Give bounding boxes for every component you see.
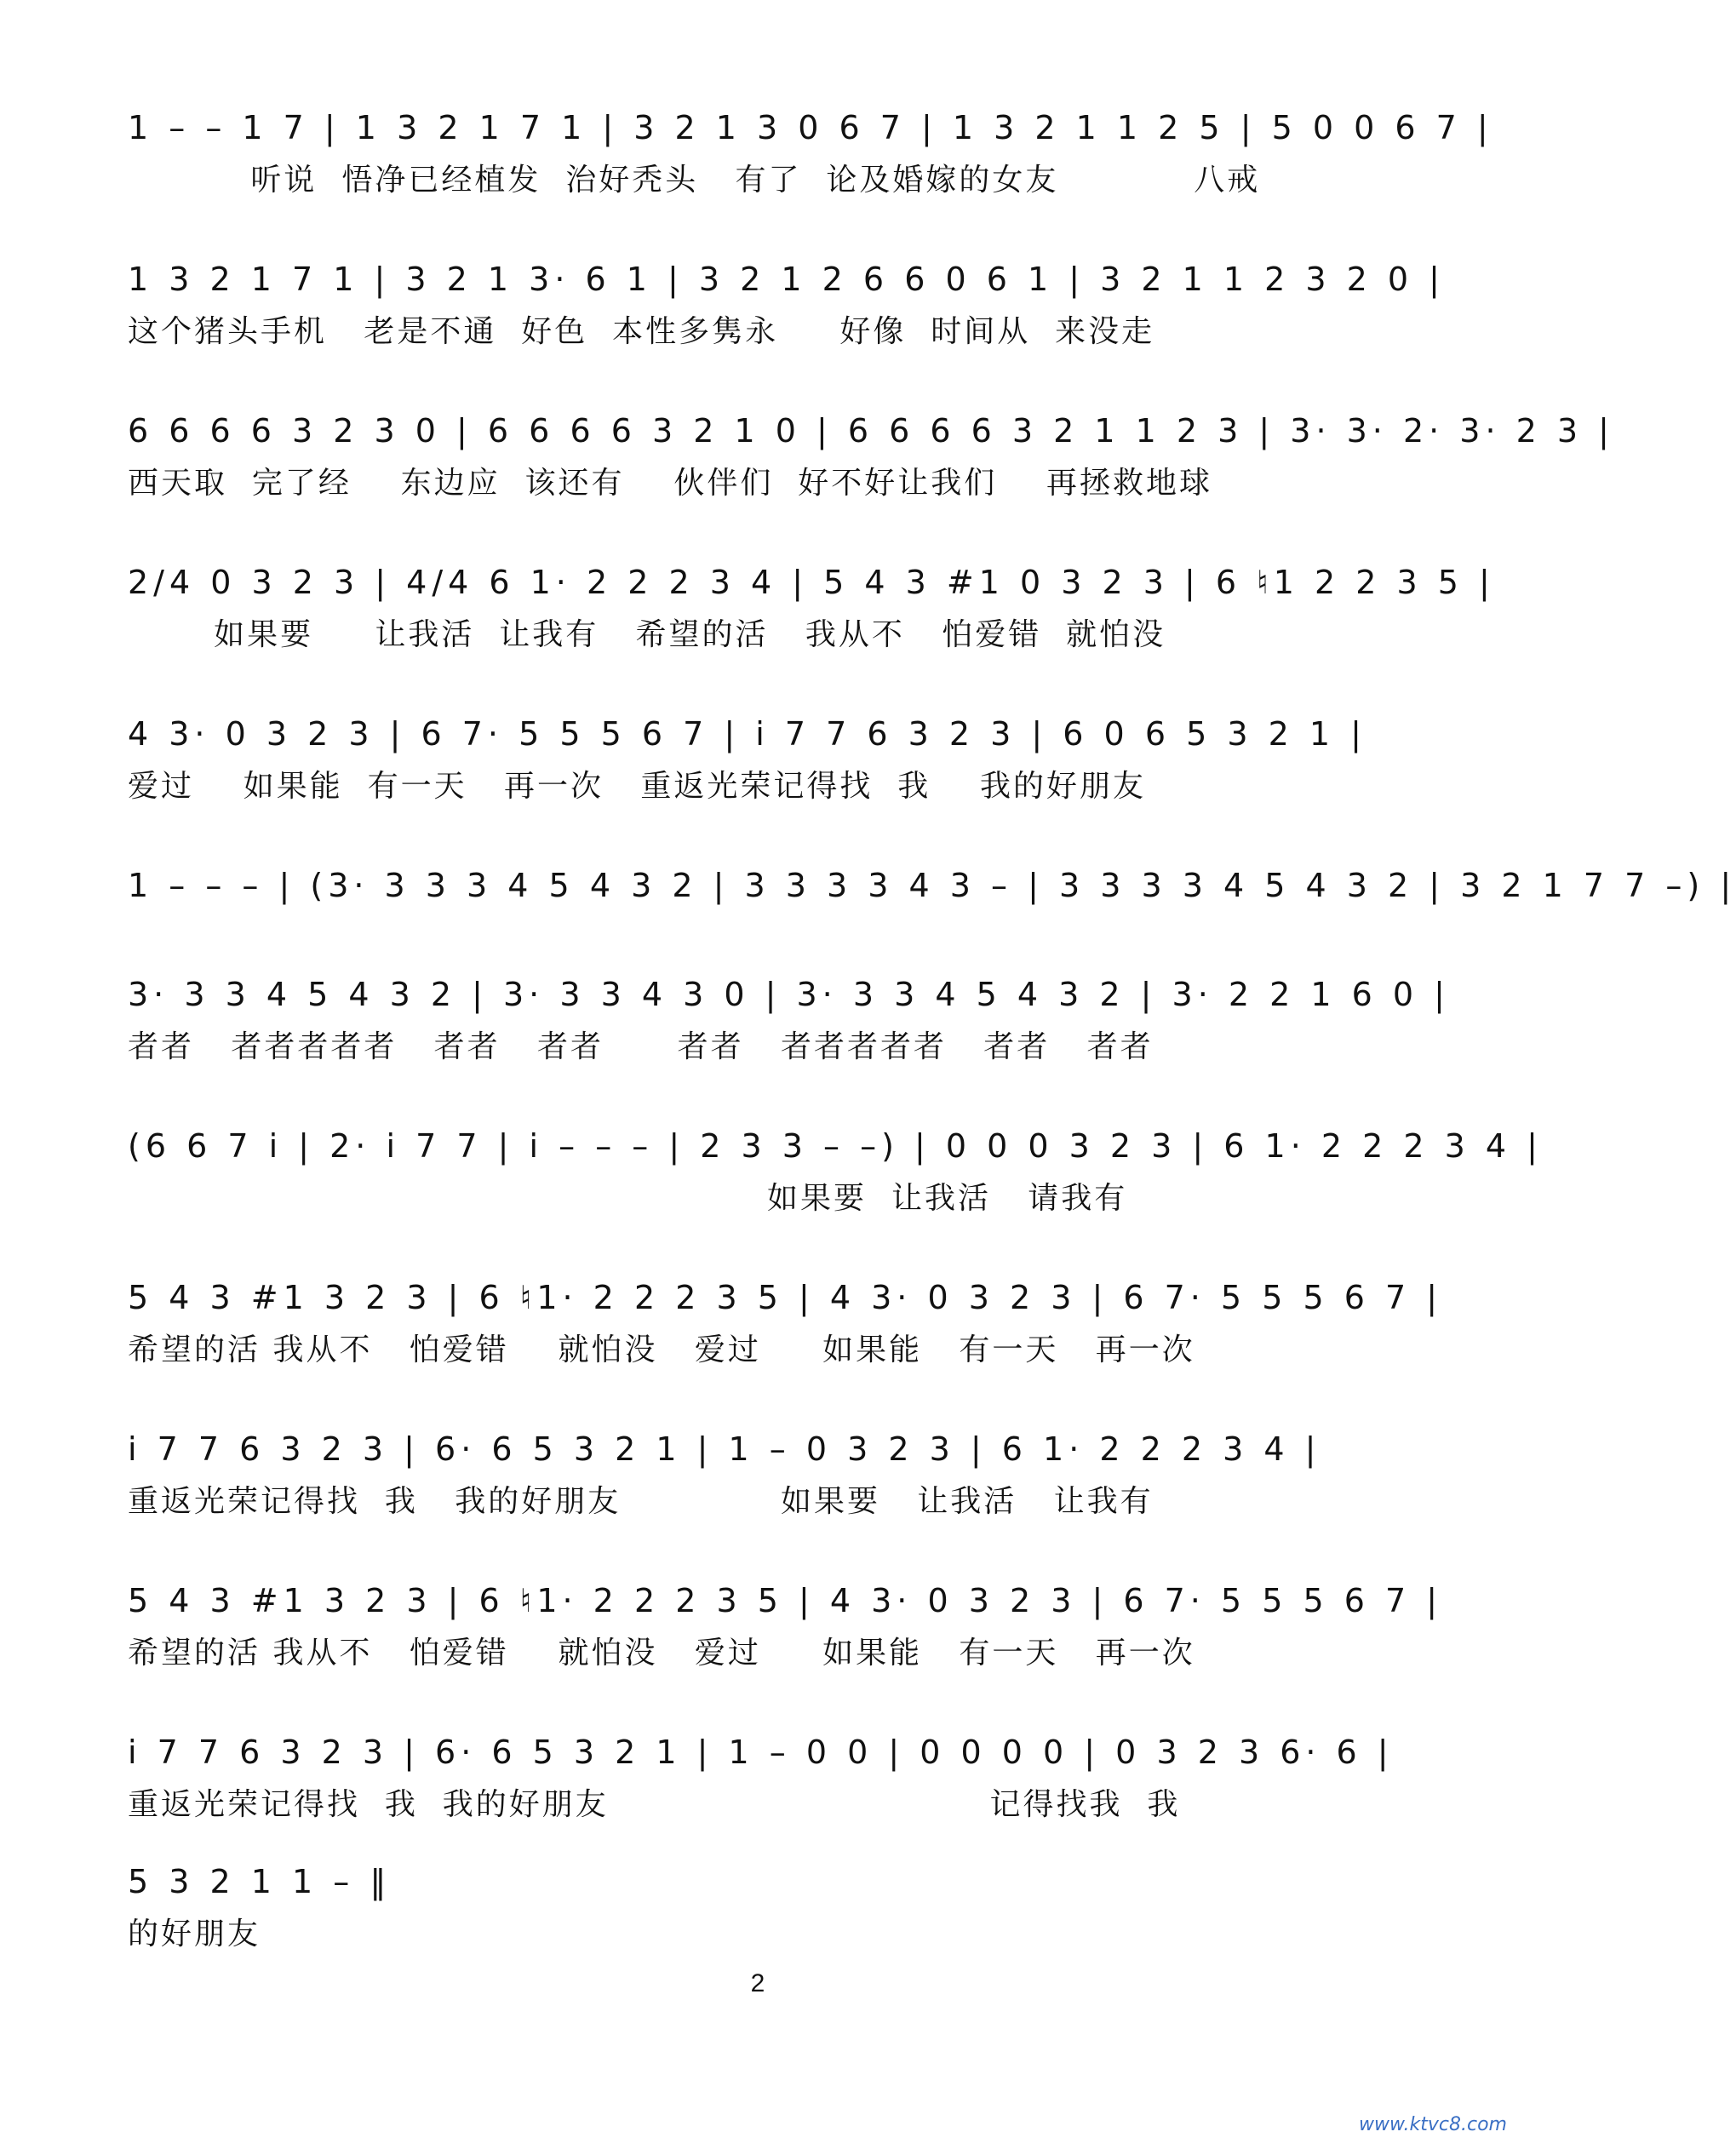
notation-line: i 7 7 6 3 2 3 | 6· 6 5 3 2 1 | 1 – 0 3 2 3 | 6 1· 2 2 2 3 4 | — [128, 1430, 1321, 1468]
watermark: www.ktvc8.com — [1358, 2114, 1507, 2135]
lyrics-line: 的好朋友 — [128, 1917, 261, 1951]
score-row — [0, 969, 1519, 1097]
score-row — [0, 102, 1519, 230]
score-row — [0, 1272, 1519, 1400]
score-row — [0, 708, 1519, 836]
lyrics-line: 希望的活 我从不 怕爱错 就怕没 爱过 如果能 有一天 再一次 — [128, 1636, 1195, 1670]
lyrics-line: 重返光荣记得找 我 我的好朋友 记得找我 我 — [128, 1787, 1181, 1822]
notation-line: i 7 7 6 3 2 3 | 6· 6 5 3 2 1 | 1 – 0 0 | 0 0 0 0 | 0 3 2 3 6· 6 | — [128, 1734, 1394, 1771]
notation-line: 5 3 2 1 1 – ‖ — [128, 1863, 392, 1900]
lyrics-line: 者者 者者者者者 者者 者者 者者 者者者者者 者者 者者 — [128, 1029, 1154, 1064]
score-row — [0, 1575, 1519, 1703]
lyrics-line: 这个猪头手机 老是不通 好色 本性多隽永 好像 时间从 来没走 — [128, 314, 1155, 349]
notation-line: 1 – – – | (3· 3 3 3 4 5 4 3 2 | 3 3 3 3 4 3 – | 3 3 3 3 4 5 4 3 2 | 3 2 1 7 7 –) | — [128, 867, 1736, 904]
notation-line: 5 4 3 #1 3 2 3 | 6 ♮1· 2 2 2 3 5 | 4 3· 0 3 2 3 | 6 7· 5 5 5 6 7 | — [128, 1582, 1443, 1619]
score-row — [0, 557, 1519, 685]
lyrics-line — [128, 913, 1405, 964]
notation-line: 1 3 2 1 7 1 | 3 2 1 3· 6 1 | 3 2 1 2 6 6 0 6 1 | 3 2 1 1 2 3 2 0 | — [128, 261, 1445, 298]
notation-line: 1 – – 1 7 | 1 3 2 1 7 1 | 3 2 1 3 0 6 7 | 1 3 2 1 1 2 5 | 5 0 0 6 7 | — [128, 109, 1493, 146]
score-row — [0, 254, 1519, 381]
lyrics-line: 如果要 让我活 让我有 希望的活 我从不 怕爱错 就怕没 — [128, 617, 1166, 652]
notation-line: 5 4 3 #1 3 2 3 | 6 ♮1· 2 2 2 3 5 | 4 3· 0 3 2 3 | 6 7· 5 5 5 6 7 | — [128, 1279, 1443, 1316]
notation-line: 3· 3 3 4 5 4 3 2 | 3· 3 3 4 3 0 | 3· 3 3 4 5 4 3 2 | 3· 2 2 1 6 0 | — [128, 976, 1450, 1013]
notation-line: 2/4 0 3 2 3 | 4/4 6 1· 2 2 2 3 4 | 5 4 3 #1 0 3 2 3 | 6 ♮1 2 2 3 5 | — [128, 564, 1495, 601]
score-row — [0, 1856, 1519, 1984]
page-number: 2 — [750, 1969, 765, 1997]
lyrics-line: 听说 悟净已经植发 治好秃头 有了 论及婚嫁的女友 八戒 — [128, 163, 1261, 198]
notation-line: (6 6 7 i | 2· i 7 7 | i – – – | 2 3 3 – –) | 0 0 0 3 2 3 | 6 1· 2 2 2 3 4 | — [128, 1127, 1543, 1165]
lyrics-line: 爱过 如果能 有一天 再一次 重返光荣记得找 我 我的好朋友 — [128, 769, 1146, 804]
score-row — [0, 1727, 1519, 1854]
lyrics-line: 重返光荣记得找 我 我的好朋友 如果要 让我活 让我有 — [128, 1484, 1154, 1519]
score-row — [0, 1120, 1543, 1248]
lyrics-line: 如果要 让我活 请我有 — [128, 1181, 1128, 1216]
notation-line: 6 6 6 6 3 2 3 0 | 6 6 6 6 3 2 1 0 | 6 6 6 6 3 2 1 1 2 3 | 3· 3· 2· 3· 2 3 | — [128, 412, 1614, 450]
notation-line: 4 3· 0 3 2 3 | 6 7· 5 5 5 6 7 | i 7 7 6 3 2 3 | 6 0 6 5 3 2 1 | — [128, 715, 1366, 753]
score-row — [0, 405, 1614, 533]
lyrics-line: 西天取 完了经 东边应 该还有 伙伴们 好不好让我们 再拯救地球 — [128, 466, 1212, 501]
lyrics-line: 希望的活 我从不 怕爱错 就怕没 爱过 如果能 有一天 再一次 — [128, 1332, 1195, 1367]
score-row — [0, 1424, 1519, 1551]
